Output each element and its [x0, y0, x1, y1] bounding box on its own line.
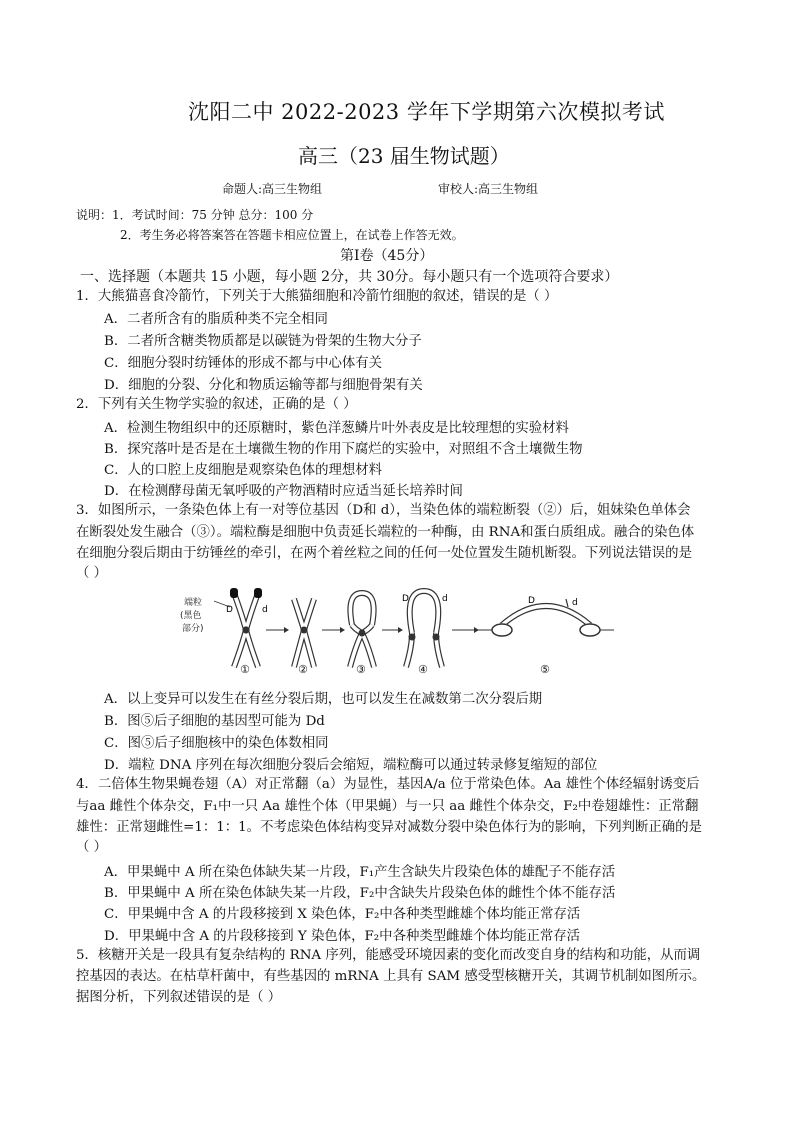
question-4-stem-line-2: 与aa 雌性个体杂交，F₁中一只 Aa 雄性个体（甲果蝇）与一只 aa 雌性个体杂交，F₂中卷翅雄性：正常翻 — [76, 799, 699, 814]
question-4-stem-line-3: 雄性：正常翅雌性=1：1：1。不考虑染色体结构变异对减数分裂中染色体行为的影响，下列判断正确的是 — [76, 820, 702, 835]
question-4-option-c: C．甲果蝇中含 A 的片段移接到 X 染色体，F₂中各种类型雌雄个体均能正常存活 — [104, 907, 581, 922]
step-1-label: ① — [240, 663, 250, 675]
figure-label-black: (黑色 — [180, 611, 202, 621]
figure-label-telomere: 端粒 — [184, 598, 203, 608]
chromosome-stage-1 — [230, 588, 262, 667]
step-5-label: ⑤ — [540, 663, 550, 675]
question-3-option-a: A．以上变异可以发生在有丝分裂后期，也可以发生在减数第二次分裂后期 — [104, 692, 543, 707]
question-1-option-c: C．细胞分裂时纺锤体的形成不都与中心体有关 — [104, 356, 383, 371]
question-1-option-a: A．二者所含有的脂质种类不完全相同 — [104, 312, 328, 327]
question-1-option-d: D．细胞的分裂、分化和物质运输等都与细胞骨架有关 — [104, 378, 423, 393]
question-4-option-a: A．甲果蝇中 A 所在染色体缺失某一片段，F₁产生含缺失片段染色体的雄配子不能存活 — [104, 865, 616, 880]
chromosome-stage-3 — [350, 593, 374, 667]
question-3-option-d: D．端粒 DNA 序列在每次细胞分裂后会缩短，端粒酶可以通过转录修复缩短的部位 — [104, 758, 598, 773]
question-4-option-d: D．甲果蝇中含 A 的片段移接到 Y 染色体，F₂中各种类型雌雄个体均能正常存活 — [104, 929, 581, 944]
question-1-stem: 1．大熊猫喜食冷箭竹，下列关于大熊猫细胞和冷箭竹细胞的叙述，错误的是（ ） — [76, 289, 558, 304]
question-3-stem-line-2: 在断裂处发生融合（③）。端粒酶是细胞中负责延长端粒的一种酶，由 RNA和蛋白质组成。融合的染色体 — [76, 525, 695, 540]
question-5-stem-line-3: 据图分析，下列叙述错误的是（ ） — [76, 990, 282, 1005]
question-2-option-a: A．检测生物组织中的还原糖时，紫色洋葱鳞片叶外表皮是比较理想的实验材料 — [104, 421, 569, 436]
figure-label-part: 部分) — [182, 624, 204, 634]
part-heading: 第Ⅰ卷（45分） — [340, 248, 434, 264]
question-4-option-b: B．甲果蝇中 A 所在染色体缺失某一片段，F₂中含缺失片段染色体的雌性个体不能存活 — [104, 886, 616, 901]
question-2-stem: 2．下列有关生物学实验的叙述，正确的是（ ） — [76, 397, 357, 412]
question-4-stem-line-1: 4．二倍体生物果蝇卷翅（A）对正常翻（a）为显性，基因A/a 位于常染色体。Aa 雄性个体经辐射诱变后 — [76, 777, 700, 792]
section-heading: 一、选择题（本题共 15 小题，每小题 2分，共 30分。每小题只有一个选项符合要求） — [80, 269, 619, 285]
chromosome-stage-5 — [476, 599, 614, 636]
question-3-stem-line-1: 3．如图所示，一条染色体上有一对等位基因（D和 d），当染色体的端粒断裂（②）后，姐妹染色单体会 — [76, 503, 691, 518]
step-4-label: ④ — [418, 663, 428, 675]
exam-note-1: 说明：1．考试时间：75 分钟 总分：100 分 — [76, 208, 314, 222]
gene-D-label-5: D — [528, 596, 535, 606]
gene-d-label: d — [262, 605, 268, 615]
question-3-option-b: B．图⑤后子细胞的基因型可能为 Dd — [104, 714, 325, 729]
chromosome-telomere-figure — [176, 585, 616, 675]
gene-D-label: D — [226, 605, 233, 615]
exam-subtitle: 高三（23 届生物试题） — [298, 144, 510, 168]
reviewer-label: 审校人:高三生物组 — [438, 182, 539, 196]
gene-D-label-4: D — [402, 594, 409, 604]
chromosome-stage-2 — [294, 599, 314, 667]
question-4-stem-line-4: （ ） — [76, 840, 108, 855]
question-1-option-b: B．二者所含糖类物质都是以碳链为骨架的生物大分子 — [104, 334, 422, 349]
question-2-option-b: B．探究落叶是否是在土壤微生物的作用下腐烂的实验中，对照组不含土壤微生物 — [104, 442, 583, 457]
gene-d-label-4: d — [442, 594, 448, 604]
step-2-label: ② — [298, 663, 308, 675]
exam-title: 沈阳二中 2022-2023 学年下学期第六次模拟考试 — [188, 100, 665, 124]
question-5-stem-line-1: 5．核糖开关是一段具有复杂结构的 RNA 序列，能感受环境因素的变化而改变自身的结构和功能，从而调 — [76, 948, 701, 963]
setter-label: 命题人:高三生物组 — [222, 182, 323, 196]
chromosome-stage-4 — [406, 591, 442, 667]
exam-note-2: 2．考生务必将答案答在答题卡相应位置上，在试卷上作答无效。 — [120, 228, 464, 242]
question-2-option-d: D．在检测酵母菌无氧呼吸的产物酒精时应适当延长培养时间 — [104, 484, 463, 499]
step-3-label: ③ — [356, 663, 366, 675]
question-3-stem-line-3: 在细胞分裂后期由于纺锤丝的牵引，在两个着丝粒之间的任何一处位置发生随机断裂。下列说法错误的是 — [76, 546, 692, 561]
gene-d-label-5: d — [572, 598, 578, 608]
question-3-stem-line-4: （ ） — [76, 566, 108, 581]
question-2-option-c: C．人的口腔上皮细胞是观察染色体的理想材料 — [104, 463, 383, 478]
question-3-option-c: C．图⑤后子细胞核中的染色体数相同 — [104, 736, 329, 751]
question-5-stem-line-2: 控基因的表达。在枯草杆菌中，有些基因的 mRNA 上具有 SAM 感受型核糖开关，其调节机制如图所示。 — [76, 969, 706, 984]
